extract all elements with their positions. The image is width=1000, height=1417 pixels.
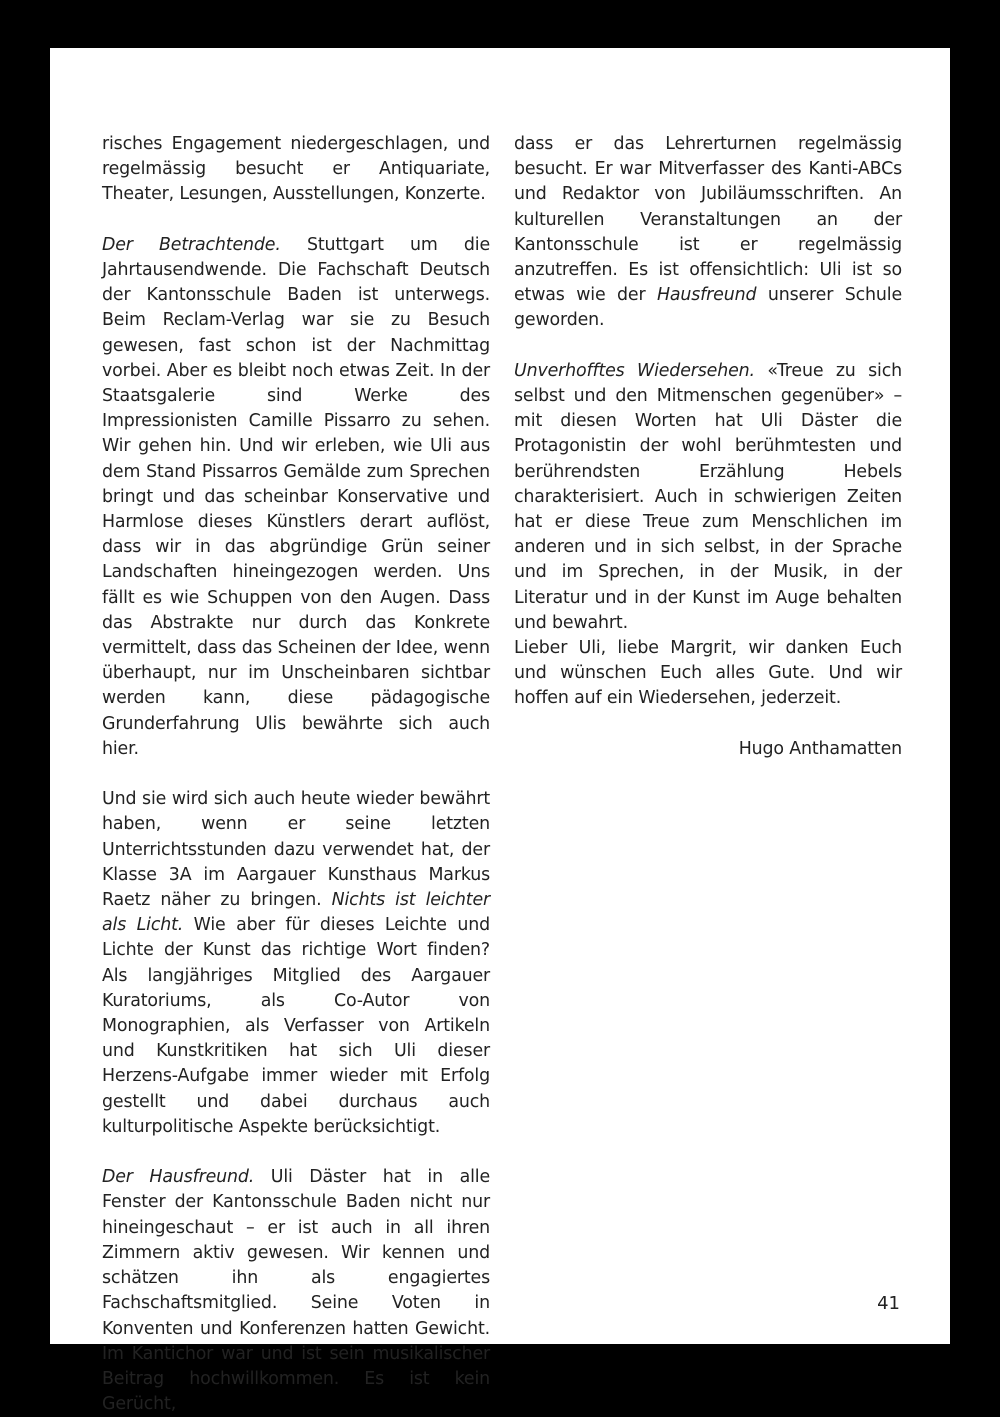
left-column [102,132,490,1417]
document-page [50,48,950,1415]
paragraph-closing [514,636,902,712]
paragraph-text: Stuttgart um die Jahrtausendwende. Die Fachschaft Deutsch der Kantonsschule Baden ist unterwegs. Beim Reclam-Verlag war sie zu Besuch gewesen, fast schon ist der Nachmittag vorbei. Aber es bleibt noch etwas Zeit. In der Staatsgalerie sind Werke des Impressionisten Camille Pissarro zu sehen. Wir gehen hin. Und wir erleben, wie Uli aus dem Stand Pissarros Gemälde zum Sprechen bringt und das scheinbar Konservative und Harmlose dieses Künstlers derart auflöst, dass wir in das abgründige Grün seiner Landschaften hineingezogen werden. Uns fällt es wie Schuppen von den Augen. Dass das Abstrakte nur durch das Konkrete vermittelt, dass das Scheinen der Idee, wenn überhaupt, nur im Unscheinbaren sichtbar werden kann, diese pädagogische Grunderfahrung Ulis bewährte sich auch hier. [102,234,490,759]
page-number: 41 [877,1293,900,1314]
section-lead: Unverhofftes Wiedersehen. [514,360,755,381]
paragraph-text: Uli Däster hat in alle Fenster der Kantonsschule Baden nicht nur hineingeschaut – er ist auch in all ihren Zimmern aktiv gewesen. Wir kennen und schätzen ihn als engagiertes Fachschaftsmitglied. Seine Voten in Konventen und Konferenzen hatten Gewicht. Im Kantichor war und ist sein musikalischer Beitrag hochwillkommen. Es ist kein Gerücht, [102,1167,491,1415]
emphasis: Hausfreund [656,285,757,306]
paragraph-text: Und sie wird sich auch heute wieder bewährt haben, wenn er seine letzten Unterrichtsstunden dazu verwendet hat, der Klasse 3A im Aargauer Kunsthaus Markus Raetz näher zu bringen. [102,789,490,911]
paragraph-text: unserer Schule geworden. [514,285,902,331]
paragraph [102,787,490,1140]
paragraph-unverhofftes-wiedersehen [514,359,902,636]
paragraph-text: Lieber Uli, liebe Margrit, wir danken Euch und wünschen Euch alles Gute. Und wir hoffen auf ein Wiedersehen, jederzeit. [514,638,902,709]
paragraph [102,132,490,208]
paragraph-text: Wie aber für dieses Leichte und Lichte der Kunst das richtige Wort finden? Als langjähriges Mitglied des Aargauer Kuratoriums, als Co-Autor von Monographien, als Verfasser von Artikeln und Kunstkritiken hat sich Uli dieser Herzens-Aufgabe immer wieder mit Erfolg gestellt und dabei durchaus auch kulturpolitische Aspekte berücksichtigt. [102,915,491,1137]
paragraph-text: «Treue zu sich selbst und den Mitmenschen gegenüber» – mit diesen Worten hat Uli Däster die Protagonistin der wohl berühmtesten und berührendsten Erzählung Hebels charakterisiert. Auch in schwierigen Zeiten hat er diese Treue zum Menschlichen im anderen und in sich selbst, in der Sprache und im Sprechen, in der Musik, in der Literatur und in der Kunst im Auge behalten und bewahrt. [514,360,902,633]
author-signature: Hugo Anthamatten [738,738,902,759]
section-lead: Der Betrachtende. [102,234,281,255]
paragraph-text: risches Engagement niedergeschlagen, und regelmässig besucht er Antiquariate, Theater, Lesungen, Ausstellungen, Konzerte. [102,134,490,205]
paragraph-der-hausfreund [102,1165,490,1417]
section-lead: Der Hausfreund. [102,1167,255,1188]
paragraph-text: dass er das Lehrerturnen regelmässig besucht. Er war Mitverfasser des Kanti-ABCs und Redaktor von Jubiläumsschriften. An kulturellen Veranstaltungen an der Kantonsschule ist er regelmässig anzutreffen. Es ist offensichtlich: Uli ist so etwas wie der [514,134,902,306]
right-column [514,132,902,762]
artwork-title: Nichts ist leichter als Licht. [102,890,490,936]
paragraph-der-betrachtende [102,233,490,762]
paragraph [514,132,902,334]
